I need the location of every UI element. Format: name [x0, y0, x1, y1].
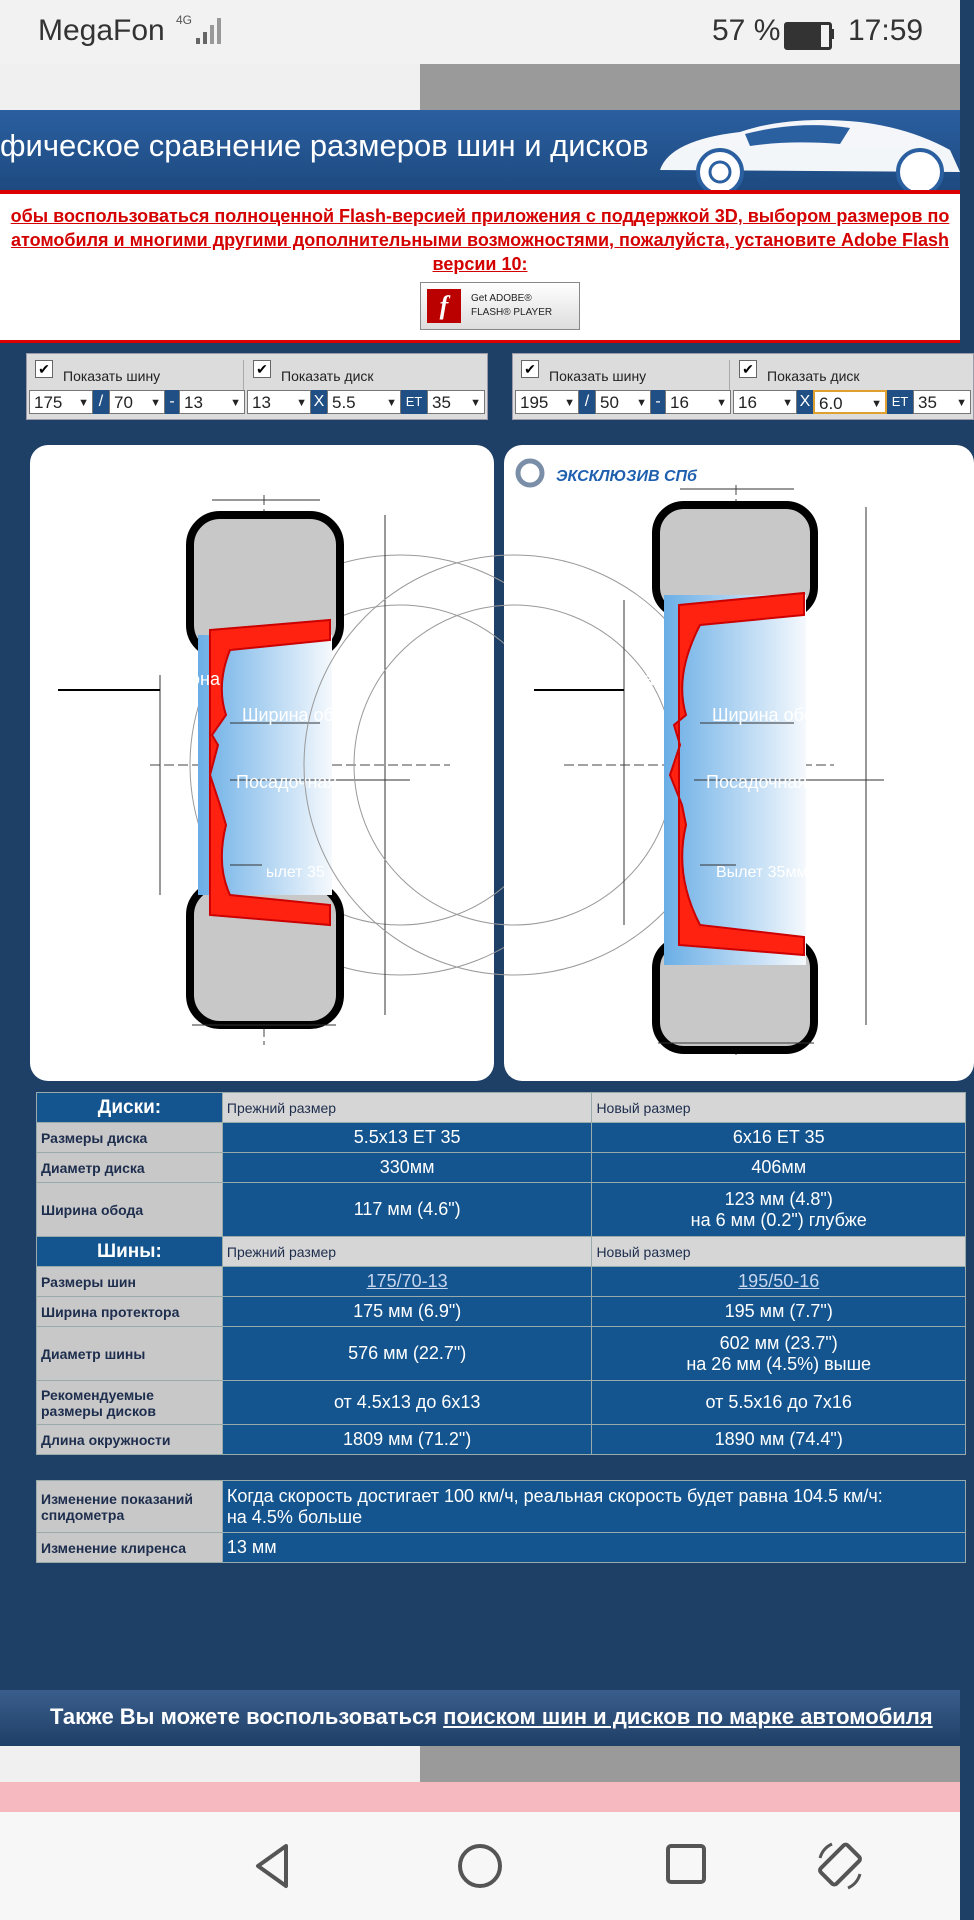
show-tire-checkbox-new[interactable]: ✔	[521, 360, 539, 378]
new-size-selector	[512, 353, 974, 420]
network-type: 4G	[176, 13, 193, 27]
row-label: Ширина протектора	[37, 1297, 223, 1327]
x-separator: X	[797, 390, 813, 414]
flash-button-line2: FLASH® PLAYER	[471, 307, 553, 318]
select-value: 6.0	[819, 394, 843, 413]
select-value: 35	[918, 393, 937, 412]
old-value: 330мм	[222, 1153, 592, 1183]
select-value: 5.5	[332, 393, 356, 412]
wheel-cross-section-new	[504, 445, 974, 1081]
select-value: 35	[432, 393, 451, 412]
new-value	[592, 1327, 966, 1381]
disk-et-select-old[interactable]: 35 ▼	[427, 390, 485, 414]
old-value: 175 мм (6.9")	[222, 1297, 592, 1327]
show-disk-checkbox-new[interactable]: ✔	[739, 360, 757, 378]
tire-profile-select-new[interactable]: 50 ▼	[595, 390, 651, 414]
new-value: 406мм	[592, 1153, 966, 1183]
slash-separator: /	[579, 390, 595, 414]
speedometer-value	[222, 1481, 965, 1533]
table-row	[37, 1153, 966, 1183]
side-label: рона	[180, 669, 220, 689]
flash-button-line1: Get ADOBE®	[471, 293, 532, 304]
new-value: от 5.5x16 до 7x16	[592, 1381, 966, 1425]
battery-nub	[830, 29, 834, 39]
table-row	[37, 1533, 966, 1563]
select-value: 16	[670, 393, 689, 412]
disk-width-select-old[interactable]: 5.5 ▼	[327, 390, 401, 414]
select-value: 50	[600, 393, 619, 412]
tire-width-select-old[interactable]: 175 ▼	[29, 390, 93, 414]
new-size-header: Новый размер	[592, 1093, 966, 1123]
new-value: 6x16 ET 35	[592, 1123, 966, 1153]
show-disk-label: Показать диск	[767, 368, 860, 384]
row-label: Ширина обода	[37, 1183, 223, 1237]
seat-label: Посадочная	[236, 772, 338, 792]
rotate-screen-icon[interactable]	[812, 1838, 868, 1894]
show-tire-checkbox-old[interactable]: ✔	[35, 360, 53, 378]
x-separator: X	[311, 390, 327, 414]
old-value: 576 мм (22.7")	[222, 1327, 592, 1381]
select-value: 13	[184, 393, 203, 412]
old-wheel-diagram	[30, 445, 494, 1081]
new-value-line2: на 6 мм (0.2") глубже	[690, 1209, 867, 1230]
tire-profile-select-old[interactable]: 70 ▼	[109, 390, 165, 414]
row-label: Длина окружности	[37, 1425, 223, 1455]
car-logo-icon	[650, 110, 960, 190]
recent-apps-icon[interactable]	[664, 1842, 708, 1886]
rim-width-label: Ширина обо	[242, 705, 344, 725]
et-label: ET	[401, 390, 427, 414]
disk-diameter-select-new[interactable]: 16 ▼	[733, 390, 797, 414]
row-label: Размеры шин	[37, 1267, 223, 1297]
get-flash-player-button[interactable]	[420, 282, 580, 330]
old-value: 117 мм (4.6")	[222, 1183, 592, 1237]
old-value: от 4.5x13 до 6x13	[222, 1381, 592, 1425]
old-tire-size-link[interactable]: 175/70-13	[222, 1267, 592, 1297]
next-section-banner	[0, 1782, 960, 1812]
row-label: Размеры диска	[37, 1123, 223, 1153]
battery-icon	[784, 22, 832, 50]
new-tire-size-link[interactable]: 195/50-16	[592, 1267, 966, 1297]
wheel-cross-section-old	[30, 445, 494, 1081]
clock: 17:59	[848, 14, 924, 47]
disk-width-select-new[interactable]: 6.0 ▼	[813, 390, 887, 414]
watermark-text: ЭКСКЛЮЗИВ СПб	[556, 468, 697, 485]
table-row	[37, 1481, 966, 1533]
show-disk-checkbox-old[interactable]: ✔	[253, 360, 271, 378]
speedometer-value-line2: на 4.5% больше	[226, 1506, 363, 1527]
clearance-value: 13 мм	[222, 1533, 965, 1563]
row-label: Диаметр шины	[37, 1327, 223, 1381]
flash-message[interactable]	[0, 204, 970, 276]
speedometer-label: Изменение показаний спидометра	[37, 1481, 223, 1533]
home-icon[interactable]	[456, 1842, 504, 1890]
et-label: ET	[887, 390, 913, 414]
offset-label: ылет 35	[266, 864, 325, 881]
flash-message-line1: обы воспользоваться полноценной Flash-версией приложения с поддержкой 3D, выбором размеров по	[10, 206, 950, 226]
carrier-name: MegaFon	[38, 14, 165, 47]
search-by-car-link[interactable]: поиском шин и дисков по марке автомобиля	[443, 1704, 933, 1729]
old-value: 5.5x13 ET 35	[222, 1123, 592, 1153]
new-wheel-diagram	[504, 445, 974, 1081]
signal-icon	[196, 16, 224, 46]
select-value: 16	[738, 393, 757, 412]
flash-logo-icon: f	[427, 289, 461, 323]
dash-separator: -	[165, 390, 179, 414]
flash-message-line3: версии 10:	[432, 254, 528, 274]
dash-separator: -	[651, 390, 665, 414]
old-size-selector	[26, 353, 488, 420]
speedometer-value-line1: Когда скорость достигает 100 км/ч, реальная скорость будет равна 104.5 км/ч:	[226, 1485, 883, 1506]
promo-banner	[0, 1690, 960, 1746]
page-margin-left	[0, 1746, 420, 1782]
slash-separator: /	[93, 390, 109, 414]
new-value-line1: 602 мм (23.7")	[719, 1332, 838, 1353]
disk-diameter-select-old[interactable]: 13 ▼	[247, 390, 311, 414]
flash-message-line2: атомобиля и многими другими дополнительными возможностями, пожалуйста, установите Adobe Flash	[10, 230, 950, 250]
page-margin-right	[420, 1746, 960, 1782]
tire-diameter-select-new[interactable]: 16 ▼	[665, 390, 731, 414]
flash-notice	[0, 194, 960, 340]
status-bar	[0, 0, 960, 64]
old-size-header: Прежний размер	[222, 1237, 592, 1267]
select-value: 13	[252, 393, 271, 412]
tire-diameter-select-old[interactable]: 13 ▼	[179, 390, 245, 414]
disks-header: Диски:	[37, 1093, 223, 1123]
old-value: 1809 мм (71.2")	[222, 1425, 592, 1455]
page-title: фическое сравнение размеров шин и дисков	[0, 128, 649, 163]
table-row	[37, 1123, 966, 1153]
comparison-table	[36, 1092, 966, 1455]
watermark-logo-icon	[518, 461, 698, 485]
rim-width-label: Ширина обо	[712, 705, 814, 725]
show-tire-label: Показать шину	[549, 368, 647, 384]
page-margin-left	[0, 64, 420, 114]
select-value: 175	[34, 393, 63, 412]
tires-header: Шины:	[37, 1237, 223, 1267]
select-value: 70	[114, 393, 133, 412]
tire-width-select-new[interactable]: 195 ▼	[515, 390, 579, 414]
side-label: рона	[614, 669, 654, 689]
new-value-line1: 123 мм (4.8")	[724, 1188, 833, 1209]
page-margin-right	[420, 64, 960, 114]
table-row	[37, 1297, 966, 1327]
offset-label: Вылет 35мм	[716, 864, 808, 881]
android-nav-bar	[0, 1812, 960, 1920]
new-value: 195 мм (7.7")	[592, 1297, 966, 1327]
table-row	[37, 1327, 966, 1381]
page-header	[0, 110, 960, 190]
back-icon[interactable]	[252, 1842, 292, 1890]
new-value: 1890 мм (74.4")	[592, 1425, 966, 1455]
show-disk-label: Показать диск	[281, 368, 374, 384]
new-size-header: Новый размер	[592, 1237, 966, 1267]
new-value-line2: на 26 мм (4.5%) выше	[686, 1353, 872, 1374]
row-label: Диаметр диска	[37, 1153, 223, 1183]
old-size-header: Прежний размер	[222, 1093, 592, 1123]
clearance-label: Изменение клиренса	[37, 1533, 223, 1563]
show-tire-label: Показать шину	[63, 368, 161, 384]
disk-et-select-new[interactable]: 35 ▼	[913, 390, 971, 414]
divider	[0, 340, 960, 343]
seat-label: Посадочная	[706, 772, 808, 792]
battery-percent: 57 %	[712, 14, 781, 47]
row-label: Рекомендуемые размеры дисков	[37, 1381, 223, 1425]
table-row	[37, 1183, 966, 1237]
promo-text: Также Вы можете воспользоваться	[50, 1704, 444, 1729]
table-row	[37, 1425, 966, 1455]
select-value: 195	[520, 393, 549, 412]
new-value	[592, 1183, 966, 1237]
changes-table	[36, 1480, 966, 1563]
table-row	[37, 1381, 966, 1425]
table-row	[37, 1267, 966, 1297]
